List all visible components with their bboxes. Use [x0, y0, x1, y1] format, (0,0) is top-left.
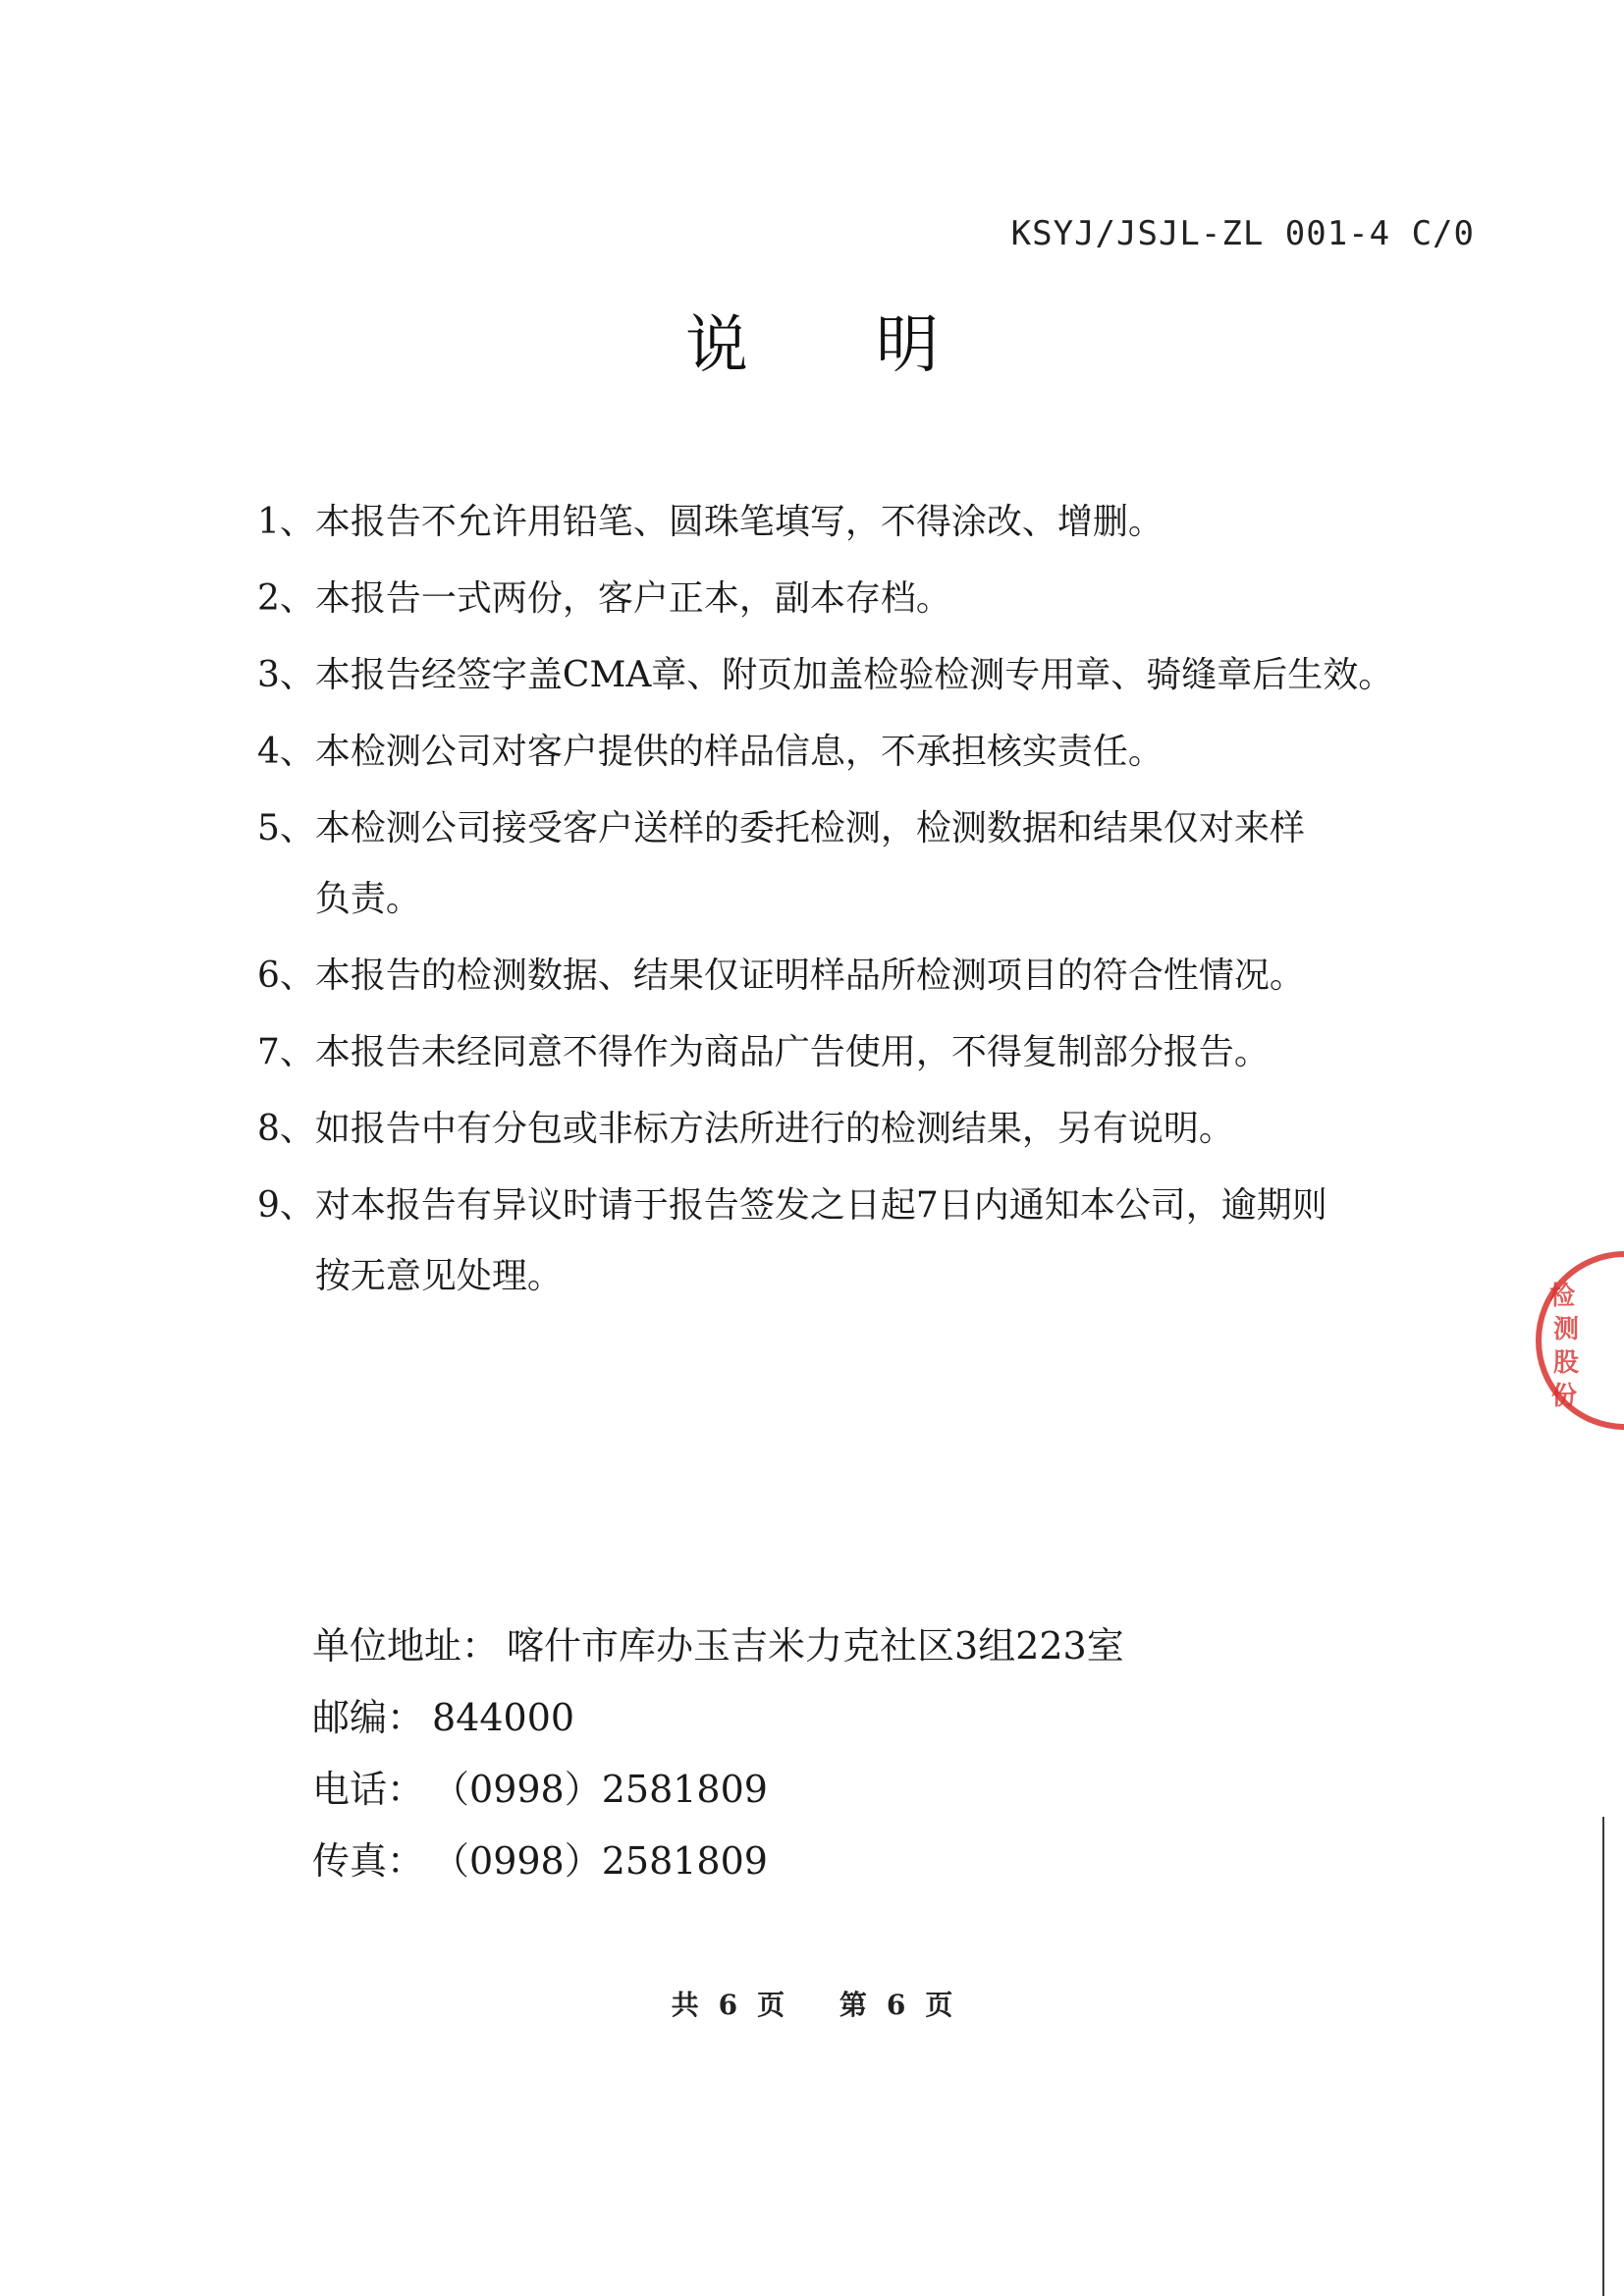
svg-text:测: 测 [1553, 1315, 1580, 1344]
total-pages: 6 [718, 1989, 738, 2021]
note-number: 7、 [257, 1032, 315, 1072]
svg-text:份: 份 [1551, 1382, 1578, 1411]
note-number: 2、 [257, 578, 315, 619]
total-pages-label: 共 [671, 1989, 699, 2021]
note-number: 9、 [257, 1185, 315, 1226]
note-text: 本报告的检测数据、结果仅证明样品所检测项目的符合性情况。 [314, 956, 1305, 996]
note-body [315, 793, 1455, 935]
note-text: 如报告中有分包或非标方法所进行的检测结果，另有说明。 [314, 1109, 1234, 1149]
note-item-9 [257, 1171, 1455, 1312]
page-title: 说明 [685, 309, 1066, 382]
address-label: 单位地址： [312, 1624, 500, 1667]
document-code: KSYJ/JSJL-ZL 001-4 C/0 [1010, 214, 1475, 253]
note-item-5 [257, 793, 1455, 935]
total-pages-unit: 页 [757, 1989, 785, 2021]
note-text: 本报告未经同意不得作为商品广告使用，不得复制部分报告。 [314, 1032, 1270, 1072]
svg-text:检: 检 [1549, 1282, 1576, 1311]
current-page: 6 [886, 1989, 906, 2021]
fax-label: 传真： [312, 1839, 425, 1883]
note-continuation: 负责。 [314, 879, 421, 919]
note-item-3 [257, 640, 1455, 711]
note-number: 1、 [257, 502, 315, 542]
contact-block [312, 1611, 1124, 1897]
phone-value: （0998）2581809 [432, 1768, 768, 1811]
note-number: 8、 [257, 1109, 315, 1149]
current-page-label: 第 [839, 1989, 867, 2021]
note-body [315, 1171, 1455, 1312]
note-text: 对本报告有异议时请于报告签发之日起7日内通知本公司，逾期则 [314, 1185, 1327, 1226]
note-number: 4、 [257, 732, 315, 772]
note-item-1 [257, 487, 1455, 558]
note-item-4 [257, 717, 1455, 788]
fax-value: （0998）2581809 [432, 1839, 768, 1883]
phone-label: 电话： [312, 1768, 425, 1811]
note-item-7 [257, 1017, 1455, 1088]
note-text: 本报告不允许用铅笔、圆珠笔填写，不得涂改、增删。 [314, 502, 1164, 542]
note-number: 5、 [257, 808, 315, 848]
note-text: 本报告经签字盖CMA章、附页加盖检验检测专用章、骑缝章后生效。 [314, 655, 1394, 695]
postcode-row [312, 1682, 1124, 1754]
scan-edge-line [1602, 1817, 1604, 2296]
postcode-value: 844000 [432, 1696, 575, 1739]
address-row [312, 1611, 1124, 1682]
note-continuation: 按无意见处理。 [314, 1256, 563, 1296]
phone-row [312, 1754, 1124, 1826]
notes-list [257, 487, 1455, 1318]
note-item-8 [257, 1094, 1455, 1165]
note-text: 本检测公司对客户提供的样品信息，不承担核实责任。 [314, 732, 1164, 772]
note-text: 本报告一式两份，客户正本，副本存档。 [314, 578, 951, 619]
postcode-label: 邮编： [312, 1696, 425, 1739]
fax-row [312, 1826, 1124, 1897]
note-number: 6、 [257, 956, 315, 996]
company-seal-stamp [1532, 1247, 1624, 1434]
note-item-2 [257, 564, 1455, 634]
current-page-unit: 页 [925, 1989, 953, 2021]
page-counter [0, 1984, 1624, 2023]
address-value: 喀什市库办玉吉米力克社区3组223室 [507, 1624, 1124, 1667]
note-item-6 [257, 941, 1455, 1011]
note-text: 本检测公司接受客户送样的委托检测，检测数据和结果仅对来样 [314, 808, 1305, 848]
note-number: 3、 [257, 655, 315, 695]
svg-text:股: 股 [1553, 1348, 1580, 1378]
